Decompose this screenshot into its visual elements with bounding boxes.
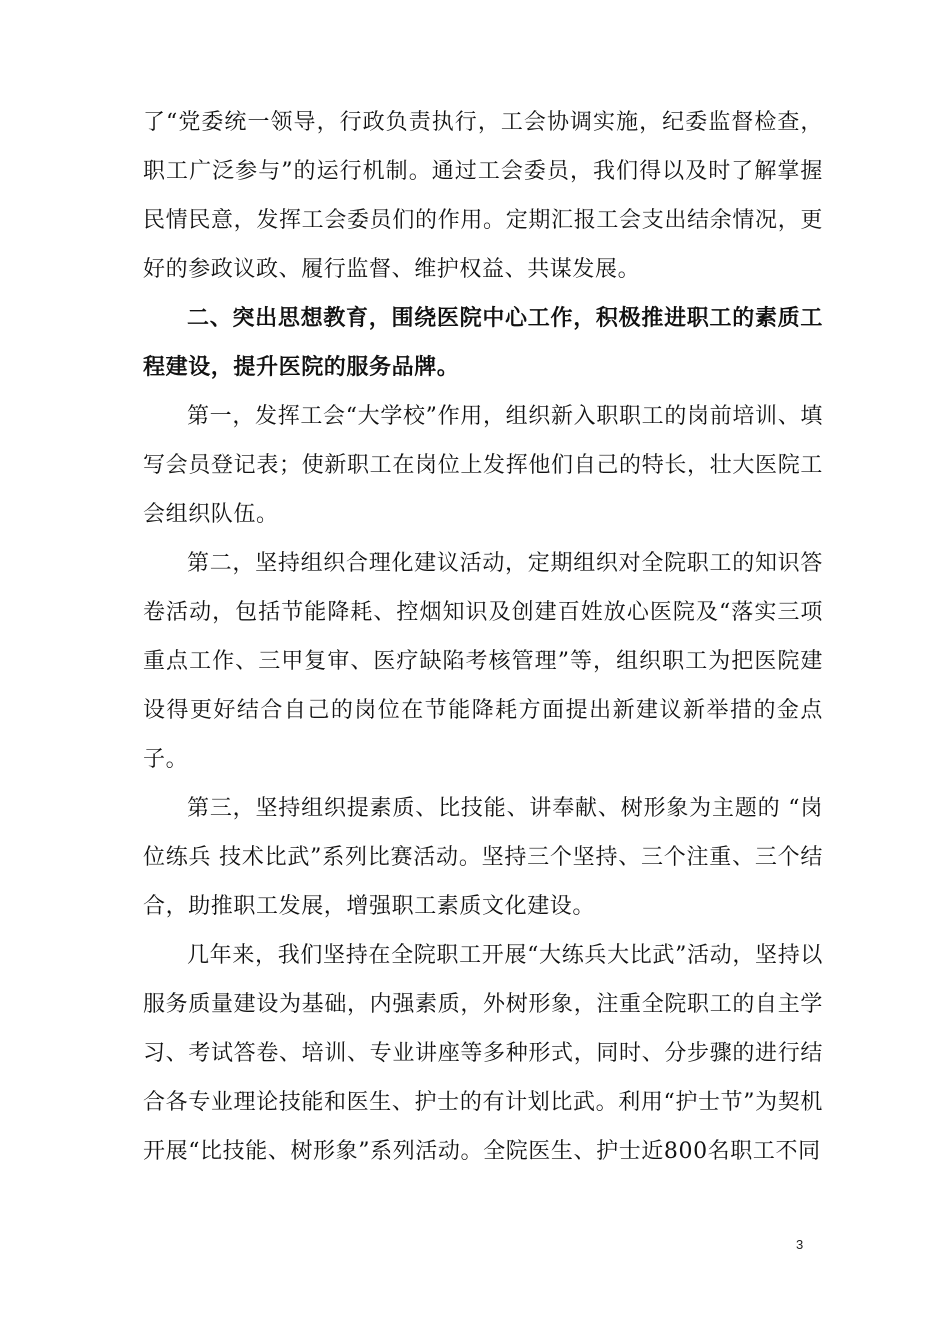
paragraph-continued: 了“党委统一领导，行政负责执行，工会协调实施，纪委监督检查，职工广泛参与”的运行机制。通过工会委员，我们得以及时了解掌握民情民意，发挥工会委员们的作用。定期汇报工会支出结余情况，更好的参政议政、履行监督、维护权益、共谋发展。 [143,110,823,282]
paragraph-years: 几年来，我们坚持在全院职工开展“大练兵大比武”活动，坚持以服务质量建设为基础，内强素质，外树形象，注重全院职工的自主学习、考试答卷、培训、专业讲座等多种形式，同时、分步骤的进行结合各专业理论技能和医生、护士的有计划比武。利用“护士节”为契机开展“比技能、树形象”系列活动。全院医生、护士近800名职工不同 [143,943,823,1164]
page-number: 3 [796,1237,804,1252]
paragraph-second: 第二，坚持组织合理化建议活动，定期组织对全院职工的知识答卷活动，包括节能降耗、控烟知识及创建百姓放心医院及“落实三项重点工作、三甲复审、医疗缺陷考核管理”等，组织职工为把医院建设得更好结合自己的岗位在节能降耗方面提出新建议新举措的金点子。 [143,551,823,772]
paragraph-first: 第一，发挥工会“大学校”作用，组织新入职职工的岗前培训、填写会员登记表；使新职工在岗位上发挥他们自己的特长，壮大医院工会组织队伍。 [143,404,823,527]
section-heading: 二、突出思想教育，围绕医院中心工作，积极推进职工的素质工程建设，提升医院的服务品牌。 [143,306,823,380]
body-text [143,98,823,1176]
paragraph-third: 第三，坚持组织提素质、比技能、讲奉献、树形象为主题的 “岗位练兵 技术比武”系列比赛活动。坚持三个坚持、三个注重、三个结合，助推职工发展，增强职工素质文化建设。 [143,796,823,919]
